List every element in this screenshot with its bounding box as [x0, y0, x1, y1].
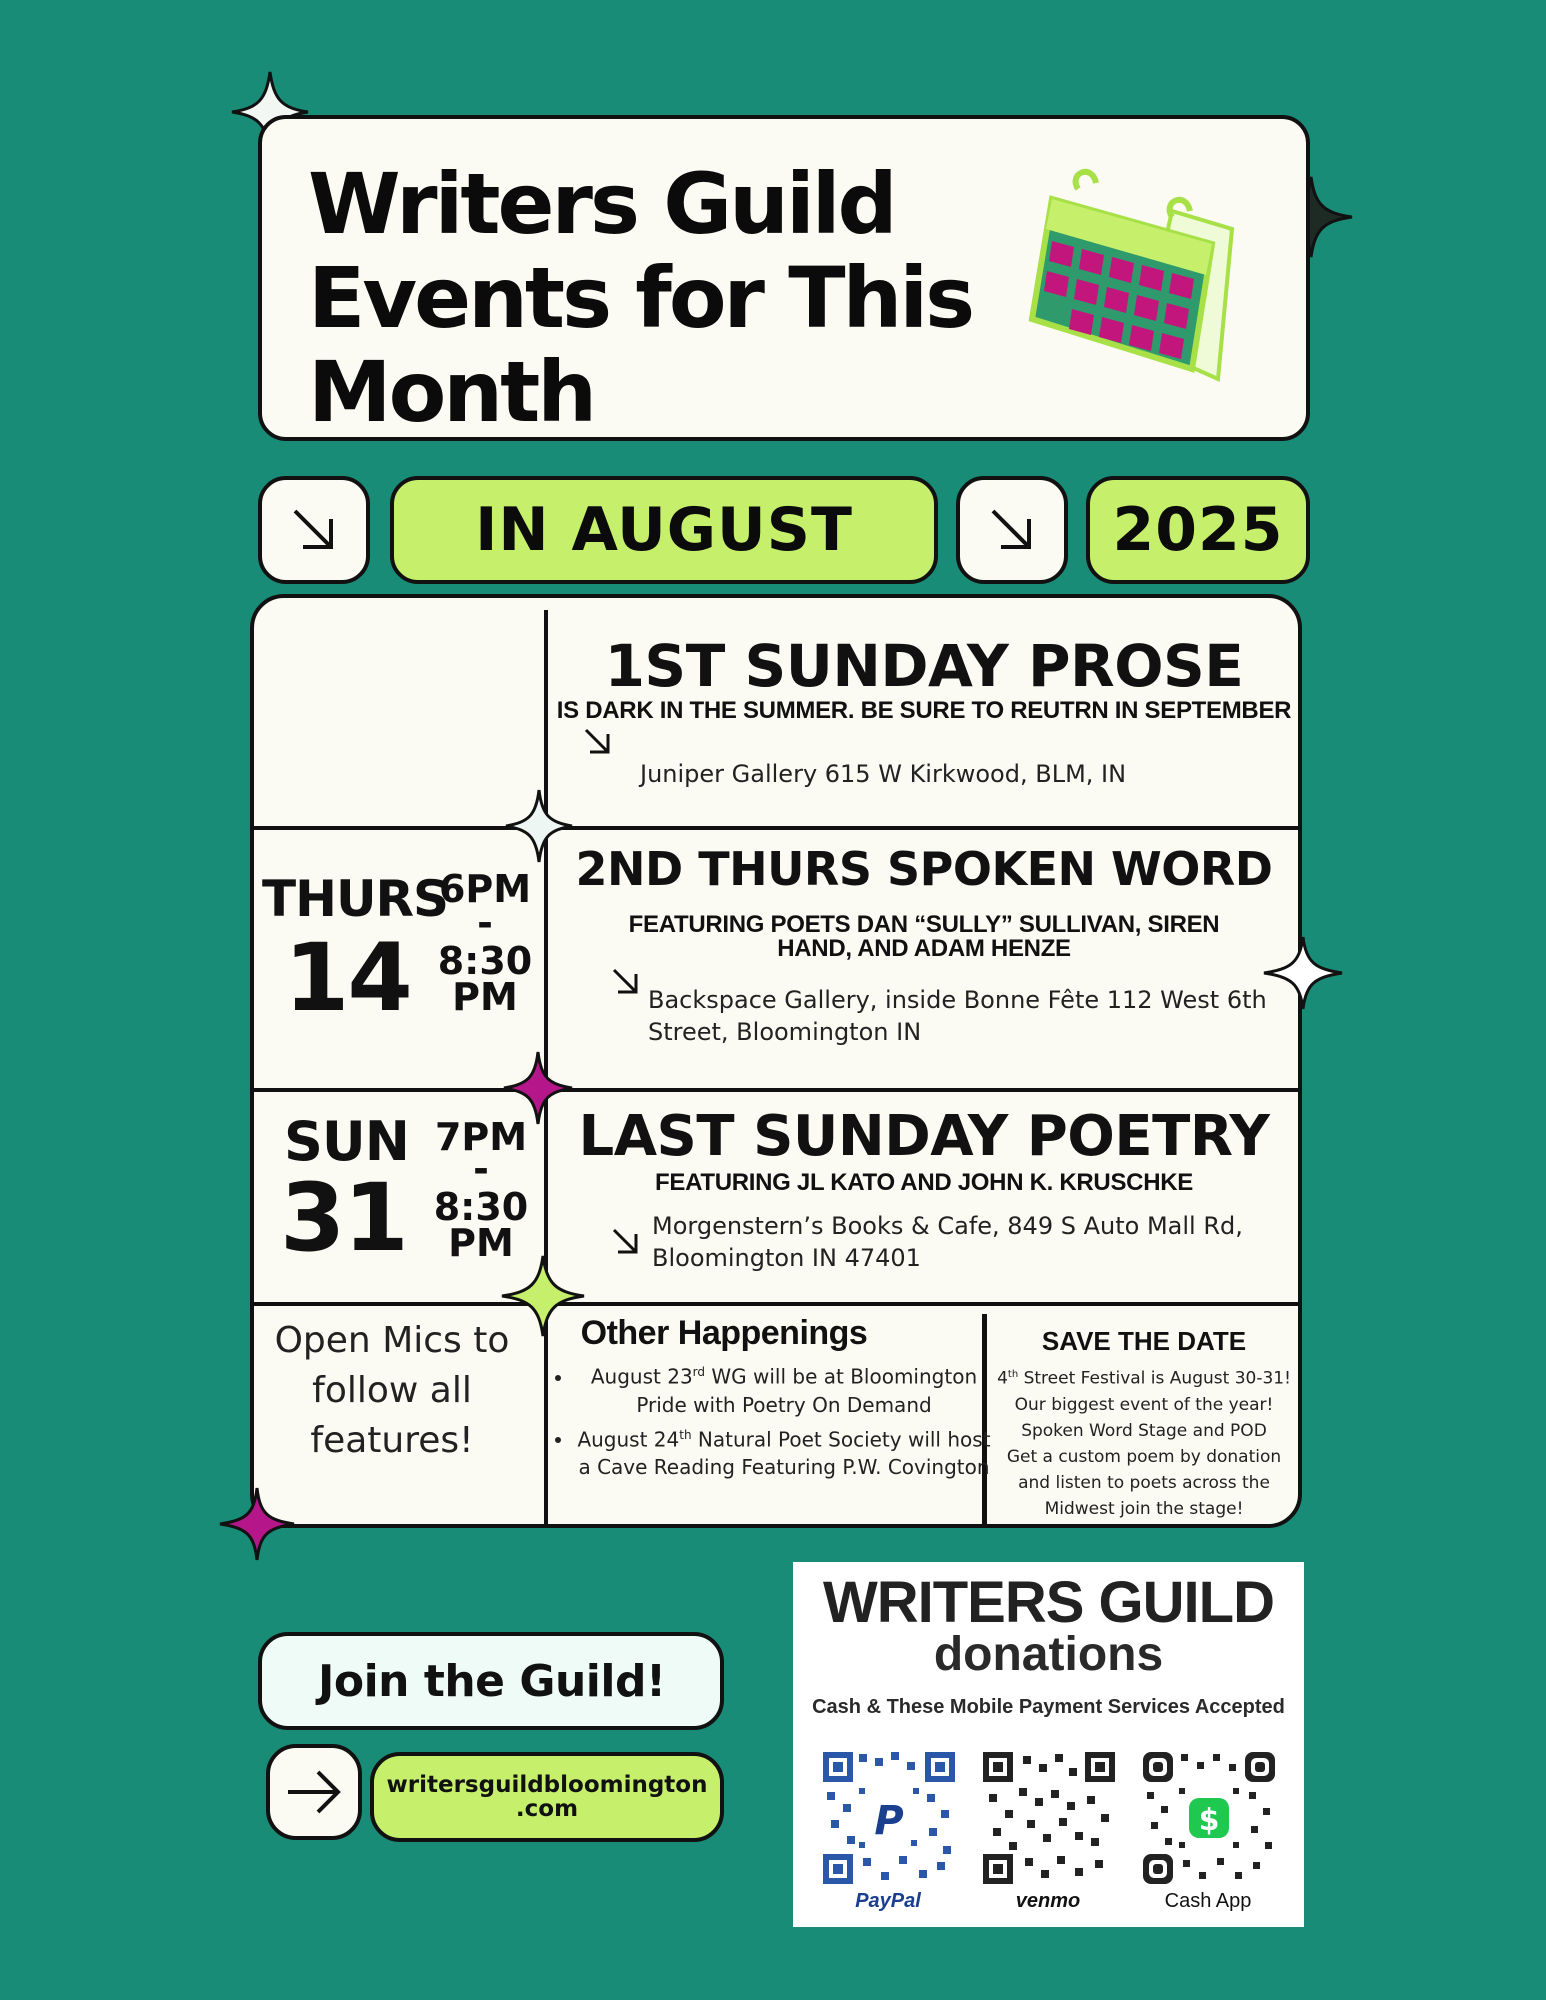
- other-happenings-list: [554, 1358, 994, 1483]
- arrow-down-right-icon: [610, 1226, 642, 1258]
- schedule-panel: [250, 594, 1302, 1528]
- arrow-down-right-icon: [987, 505, 1037, 555]
- calendar-icon: [1022, 149, 1252, 389]
- year-label: 2025: [1112, 495, 1284, 565]
- paypal-qr-code[interactable]: [819, 1748, 959, 1888]
- open-mics-note: [254, 1316, 530, 1466]
- event-time-end: 8:30: [437, 939, 533, 983]
- arrow-down-right-icon: [582, 726, 614, 758]
- arrow-right-icon: [284, 1767, 344, 1817]
- event-day-number: 14: [284, 924, 411, 1033]
- save-the-date-heading: SAVE THE DATE: [1041, 1326, 1247, 1356]
- arrow-down-right-icon: [289, 505, 339, 555]
- website-link[interactable]: [370, 1752, 724, 1842]
- event-title: 2ND THURS SPOKEN WORD: [575, 842, 1273, 896]
- month-pill: [390, 476, 938, 584]
- venmo-qr-code[interactable]: [979, 1748, 1119, 1888]
- event-time-separator: -: [473, 1147, 489, 1191]
- list-item: • August 23rd WG will be at Bloomington Pride with Poetry On Demand: [574, 1358, 994, 1419]
- website-arrow-button[interactable]: [266, 1744, 362, 1840]
- open-mics-line: follow all: [312, 1370, 472, 1411]
- arrow-box-left: [258, 476, 370, 584]
- other-happenings-heading: Other Happenings: [580, 1314, 868, 1352]
- event-time-start: 6PM: [438, 867, 532, 911]
- cashapp-qr-code[interactable]: [1139, 1748, 1279, 1888]
- open-mics-line: Open Mics to: [274, 1320, 510, 1361]
- event-day-name: SUN: [284, 1110, 409, 1173]
- join-guild-label: Join the Guild!: [318, 1655, 666, 1707]
- donations-note: Cash & These Mobile Payment Services Accepted: [812, 1696, 1285, 1718]
- event-subtitle: FEATURING JL KATO AND JOHN K. KRUSCHKE: [655, 1169, 1193, 1196]
- event-subtitle: IS DARK IN THE SUMMER. BE SURE TO REUTRN IN SEPTEMBER: [556, 697, 1292, 724]
- event-time-start: 7PM: [434, 1115, 528, 1159]
- event-time-separator: -: [477, 901, 493, 945]
- page-title: [308, 157, 1028, 439]
- website-url-line: .com: [515, 1796, 579, 1822]
- arrow-down-right-icon: [610, 966, 642, 998]
- sparkle-magenta-icon: [502, 1050, 574, 1126]
- event-time-end-suffix: PM: [452, 975, 518, 1019]
- event-venue: Street, Bloomington IN: [648, 1018, 922, 1046]
- open-mics-line: features!: [310, 1420, 474, 1461]
- year-pill: [1086, 476, 1310, 584]
- title-line: Events for This: [308, 249, 973, 347]
- row-divider: [254, 1302, 1302, 1306]
- venmo-label: venmo: [1015, 1890, 1081, 1912]
- event-title: 1ST SUNDAY PROSE: [604, 632, 1244, 700]
- event-venue: Morgenstern’s Books & Cafe, 849 S Auto Mall Rd,: [652, 1212, 1243, 1240]
- svg-text:$: $: [1198, 1803, 1220, 1838]
- event-day-number: 31: [280, 1164, 407, 1273]
- sparkle-magenta-icon: [218, 1486, 296, 1562]
- title-line: Month: [308, 343, 595, 441]
- event-venue: Backspace Gallery, inside Bonne Fête 112 West 6th: [648, 986, 1267, 1014]
- event-day-name: THURS: [262, 870, 449, 928]
- sparkle-white-icon: [1262, 935, 1344, 1011]
- event-subtitle: FEATURING POETS DAN “SULLY” SULLIVAN, SIREN: [628, 911, 1220, 938]
- header-panel: [258, 115, 1310, 441]
- row-divider: [254, 1088, 1302, 1092]
- donations-title: WRITERS GUILD: [823, 1570, 1274, 1635]
- donations-card: [793, 1562, 1304, 1927]
- row-divider: [254, 826, 1302, 830]
- event-subtitle: HAND, AND ADAM HENZE: [777, 935, 1071, 962]
- event-time-end-suffix: PM: [448, 1221, 514, 1265]
- event-venue: Bloomington IN 47401: [652, 1244, 921, 1272]
- title-line: Writers Guild: [308, 155, 895, 253]
- save-the-date-body: 4th Street Festival is August 30-31! Our biggest event of the year! Spoken Word Stage and POD Get a custom poem by donation and listen to poets across the Midwest join the stage!: [997, 1368, 1291, 1519]
- list-item: • August 24th Natural Poet Society will host a Cave Reading Featuring P.W. Covington: [574, 1421, 994, 1482]
- cashapp-label: Cash App: [1164, 1890, 1252, 1912]
- donations-subtitle-large: donations: [933, 1628, 1164, 1681]
- sparkle-white-icon: [504, 788, 574, 864]
- paypal-label: PayPal: [855, 1890, 921, 1912]
- arrow-box-right: [956, 476, 1068, 584]
- svg-text:P: P: [874, 1798, 904, 1844]
- event-time-end: 8:30: [433, 1185, 529, 1229]
- sparkle-lime-icon: [500, 1254, 586, 1338]
- month-label: IN AUGUST: [475, 495, 853, 565]
- event-venue: Juniper Gallery 615 W Kirkwood, BLM, IN: [640, 760, 1127, 788]
- website-url-line: writersguildbloomington: [386, 1772, 708, 1798]
- event-title: LAST SUNDAY POETRY: [578, 1104, 1270, 1169]
- join-guild-button[interactable]: [258, 1632, 724, 1730]
